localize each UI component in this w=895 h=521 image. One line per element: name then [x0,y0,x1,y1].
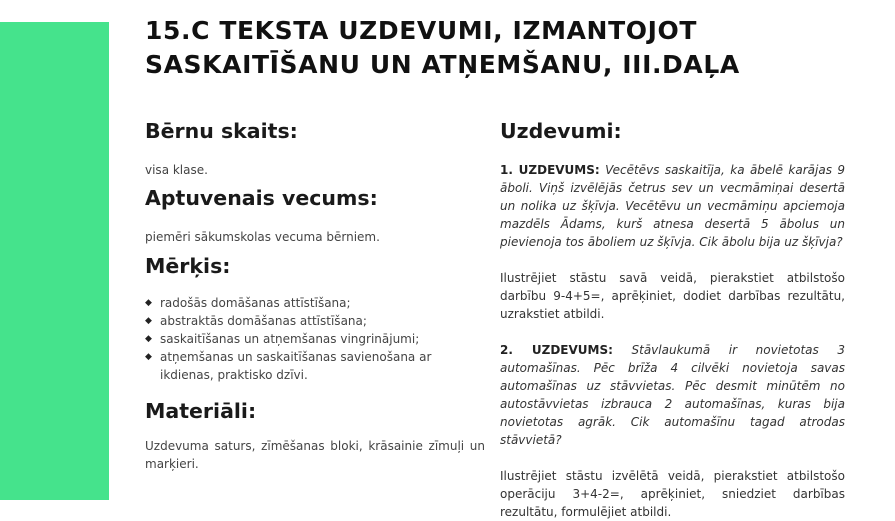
right-column [500,118,845,521]
list-item: ◆ atņemšanas un saskaitīšanas savienošana ar ikdienas, praktisko dzīvi. [145,350,432,382]
list-item: ◆ abstraktās domāšanas attīstīšana; [145,314,367,328]
left-column [145,118,485,473]
task-1-instruction: Ilustrējiet stāstu savā veidā, pierakstiet atbilstošo darbību 9-4+5=, aprēķiniet, dodiet darbības rezultātu, uzrakstiet atbildi. [500,271,845,321]
goals-heading: Mērķis: [145,254,231,278]
age-heading: Aptuvenais vecums: [145,186,378,210]
task-1-story-text: Vecētēvs saskaitīja, ka ābelē karājas 9 āboli. Viņš izvēlējās četrus sev un vecmāmiņai desertā un nolika uz šķīvja. Vecētēvu un vecmāmiņu apciemoja mazdēls Ādams, kurš atnesa desertā 5 ābolus un pievienoja tos āboliem uz šķīvja. Cik ābolu bija uz šķīvja? [500,163,845,249]
age-text: piemēri sākumskolas vecuma bērniem. [145,230,380,244]
materials-heading: Materiāli: [145,399,257,423]
task-2-instruction: Ilustrējiet stāstu izvēlētā veidā, pierakstiet atbilstošo operāciju 3+4-2=, aprēķiniet, sniedziet darbības rezultātu, formulējiet atbildi. [500,469,845,519]
goals-list [145,294,485,384]
children-text: visa klase. [145,163,208,177]
children-heading: Bērnu skaits: [145,119,298,143]
task-2-story-text: Stāvlaukumā ir novietotas 3 automašīnas. Pēc brīža 4 cilvēki novietoja savas automašīnas uz stāvvietas. Pēc desmit minūtēm no autostāvvietas izbrauca 2 automašīnas, kuras bija novietotas agrāk. Cik automašīnu tagad atrodas stāvvietā? [500,343,845,447]
diamond-bullet-icon: ◆ [145,352,152,362]
accent-bar [0,22,109,500]
task-2-story [500,341,845,449]
diamond-bullet-icon: ◆ [145,316,152,326]
task-1-label: 1. UZDEVUMS: [500,163,600,177]
page-title: 15.C TEKSTA UZDEVUMI, IZMANTOJOT SASKAITĪŠANU UN ATŅEMŠANU, III.DAĻA [145,16,740,79]
materials-text: Uzdevuma saturs, zīmēšanas bloki, krāsainie zīmuļi un marķieri. [145,439,485,471]
tasks-heading: Uzdevumi: [500,119,622,143]
list-item: ◆ saskaitīšanas un atņemšanas vingrinājumi; [145,332,420,346]
diamond-bullet-icon: ◆ [145,298,152,308]
list-item: ◆ radošās domāšanas attīstīšana; [145,296,351,310]
task-2-label: 2. UZDEVUMS: [500,343,613,357]
task-1-story [500,161,845,251]
diamond-bullet-icon: ◆ [145,334,152,344]
